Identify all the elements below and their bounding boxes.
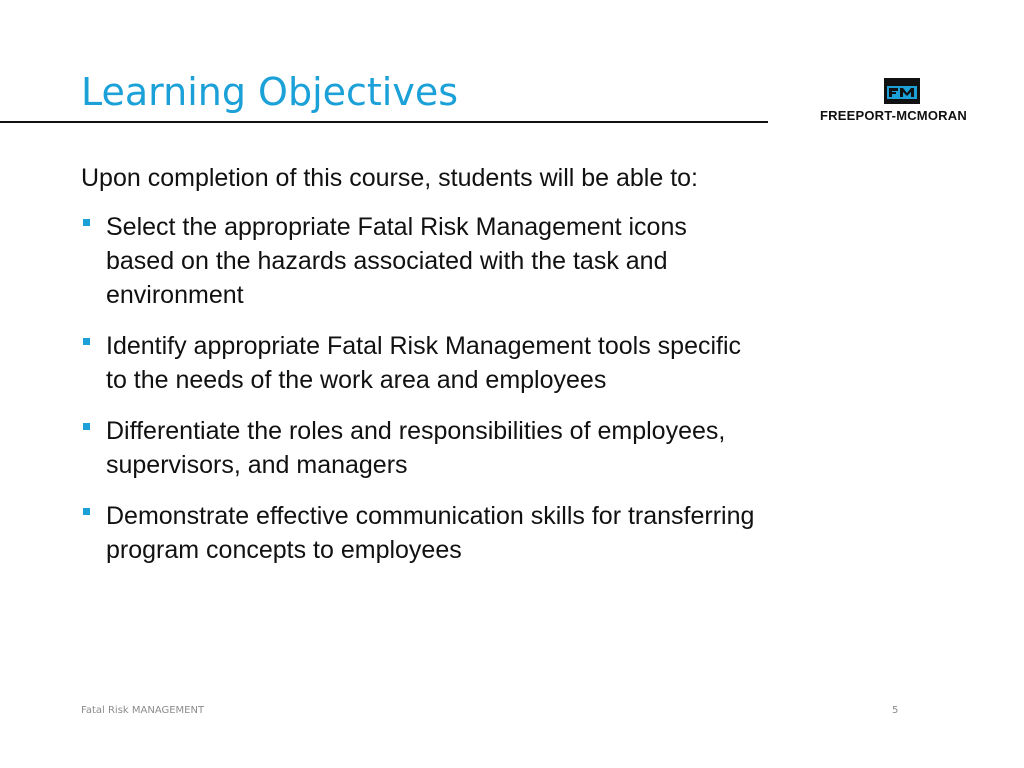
- footer-label: Fatal Risk MANAGEMENT: [81, 705, 205, 716]
- square-bullet-icon: [83, 508, 90, 515]
- slide-body: [81, 161, 761, 584]
- objectives-list: [81, 210, 761, 567]
- objective-text: Demonstrate effective communication skills for transferring program concepts to employees: [106, 502, 755, 564]
- square-bullet-icon: [83, 423, 90, 430]
- logo-wordmark: FREEPORT-MCMORAN: [820, 108, 967, 123]
- square-bullet-icon: [83, 219, 90, 226]
- objective-text: Identify appropriate Fatal Risk Management tools specific to the needs of the work area and employees: [106, 332, 742, 394]
- page-number: 5: [892, 705, 899, 716]
- list-item: [81, 329, 761, 397]
- intro-text: Upon completion of this course, students will be able to:: [81, 164, 699, 192]
- square-bullet-icon: [83, 338, 90, 345]
- list-item: [81, 499, 761, 567]
- objective-text: Differentiate the roles and responsibilities of employees, supervisors, and managers: [106, 417, 726, 479]
- list-item: [81, 414, 761, 482]
- title-divider: [0, 121, 768, 123]
- company-logo: [820, 76, 992, 126]
- slide-title: Learning Objectives: [81, 70, 459, 114]
- list-item: [81, 210, 761, 312]
- fm-logo-icon: [884, 78, 920, 104]
- objective-text: Select the appropriate Fatal Risk Management icons based on the hazards associated with the task and environment: [106, 213, 687, 309]
